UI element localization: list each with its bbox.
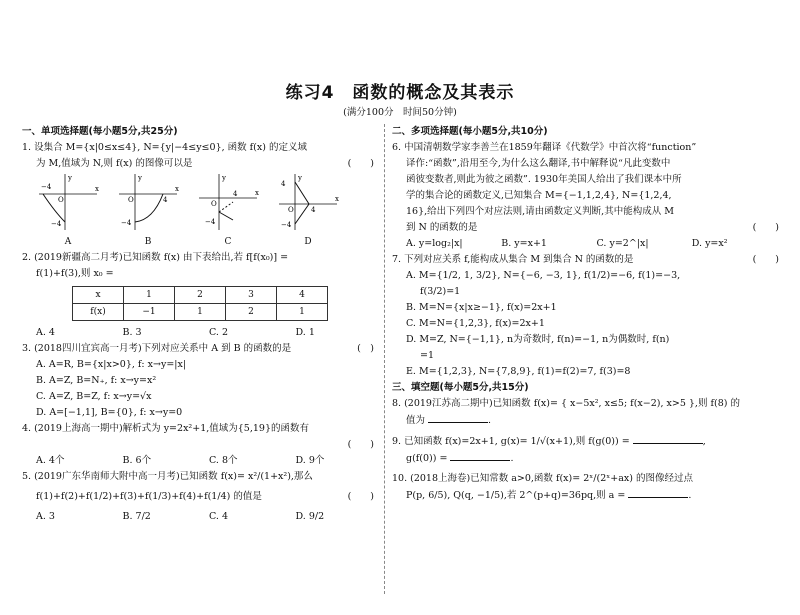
section-single-choice: 一、单项选择题(每小题5分,共25分) — [22, 126, 178, 137]
table-row: x 1 2 3 4 — [73, 287, 328, 304]
question-3: 3. (2018四川宜宾高一月考)下列对应关系中 A 到 B 的函数的是 ( ) A. A=R, B={x|x>0}, f: x→y=|x| B. A=Z, B=N₊, f: x→y=x² C. A=Z, B=Z, f: x→y=√x D. A=[−1,1], B={0}, f: x→y=0 — [22, 343, 374, 418]
svg-text:y: y — [68, 174, 72, 182]
graph-options — [22, 172, 348, 250]
question-8: 8. (2019江苏高二期中)已知函数 f(x)= { x−5x², x≤5; f(x−2), x>5 },则 f(8) 的 值为 . — [392, 398, 740, 426]
function-table — [72, 286, 328, 321]
svg-text:x: x — [175, 185, 179, 193]
section-multi-choice: 二、多项选择题(每小题5分,共10分) — [392, 126, 548, 137]
question-2: 2. (2019新疆高二月考)已知函数 f(x) 由下表给出,若 f[f(x₀)] = f(1)+f(3),则 x₀ = x 1 2 3 4 f(x) −1 1 2 1 A. 4 B. 3 C. 2 D. 1 — [22, 250, 382, 341]
svg-text:4: 4 — [163, 196, 168, 204]
table-row: f(x) −1 1 2 1 — [73, 304, 328, 321]
svg-text:x: x — [95, 185, 99, 193]
graph-b: 4 x y O −4 B — [121, 174, 179, 247]
graph-c: 4 x y O −4 C — [205, 174, 259, 247]
graph-d: 4 x y O 4 −4 D — [281, 174, 339, 247]
svg-text:−4: −4 — [281, 221, 292, 229]
page-subtitle: (满分100分 时间50分钟) — [343, 107, 457, 118]
svg-text:−4: −4 — [51, 220, 62, 228]
graph-a: −4 x y O −4 A — [41, 174, 99, 247]
svg-text:O: O — [288, 206, 294, 214]
section-fill-blank: 三、填空题(每小题5分,共15分) — [392, 382, 529, 393]
question-1: 1. 设集合 M={x|0≤x≤4}, N={y|−4≤y≤0}, 函数 f(x) 的定义域 为 M,值域为 N,则 f(x) 的图像可以是 ( ) −4 x y O −4 A 4 x y O −4 B 4 x y O −4 C 4 x y O 4 −4 D — [22, 140, 382, 250]
svg-text:−4: −4 — [41, 183, 52, 191]
question-10: 10. (2018上海卷)已知常数 a>0,函数 f(x)= 2ˣ/(2ˣ+ax) 的图像经过点 P(p, 6/5), Q(q, −1/5),若 2^(p+q)=36pq,则 a = . — [392, 473, 693, 501]
left-column — [22, 124, 382, 525]
answer-blank[interactable] — [633, 433, 703, 444]
svg-text:−4: −4 — [121, 219, 132, 227]
svg-text:x: x — [335, 195, 339, 203]
svg-text:−4: −4 — [205, 218, 216, 226]
page-title: 练习4 函数的概念及其表示 — [285, 83, 515, 103]
svg-text:y: y — [138, 174, 142, 182]
question-6: 6. 中国清朝数学家李善兰在1859年翻译《代数学》中首次将“function” 译作:“函数”,沿用至今,为什么这么翻译,书中解释说“凡此变数中 函彼变数者,则此为彼之函数”. 1930年美国人给出了我们课本中所 学的集合论的函数定义,已知集合 M={−1,1,2,4}, N={1,2,4, 16},给出下列四个对应法则,请由函数定义判断,其中能构成从 M 到 N 的函数的是 ( ) A. y=log₂|x| B. y=x+1 C. y=2^|x| D. y=x² — [392, 142, 779, 249]
svg-text:4: 4 — [311, 206, 316, 214]
svg-text:x: x — [255, 189, 259, 197]
right-column — [392, 124, 787, 504]
question-4: 4. (2019上海高一期中)解析式为 y=2x²+1,值域为{5,19}的函数有 ( ) A. 4个 B. 6个 C. 8个 D. 9个 — [22, 423, 374, 466]
svg-text:O: O — [58, 196, 64, 204]
answer-blank[interactable] — [428, 412, 488, 423]
question-9: 9. 已知函数 f(x)=2x+1, g(x)= 1/√(x+1),则 f(g(0)) = , g(f(0)) = . — [392, 433, 787, 467]
answer-blank[interactable] — [628, 487, 688, 498]
svg-text:O: O — [211, 200, 217, 208]
svg-text:O: O — [128, 196, 134, 204]
column-divider — [384, 124, 385, 594]
svg-text:y: y — [298, 174, 302, 182]
question-7: 7. 下列对应关系 f,能构成从集合 M 到集合 N 的函数的是 ( ) A. M={1/2, 1, 3/2}, N={−6, −3, 1}, f(1/2)=−6, f(1)=−3, f(3/2)=1 B. M=N={x|x≥−1}, f(x)=2x+1 C. M=N={1,2,3}, f(x)=2x+1 D. M=Z, N={−1,1}, n为奇数时, f(n)=−1, n为偶数时, f(n) =1 E. M={1,2,3}, N={7,8,9}, f(1)=f(2)=7, f(3)=8 — [392, 254, 779, 377]
svg-text:y: y — [222, 174, 226, 182]
svg-text:4: 4 — [233, 190, 238, 198]
svg-text:4: 4 — [281, 180, 286, 188]
question-5: 5. (2019广东华南师大附中高一月考)已知函数 f(x)= x²/(1+x²),那么 f(1)+f(2)+f(1/2)+f(3)+f(1/3)+f(4)+f(1/4) 的值是 ( ) A. 3 B. 7/2 C. 4 D. 9/2 — [22, 471, 374, 522]
answer-blank[interactable] — [450, 450, 510, 461]
